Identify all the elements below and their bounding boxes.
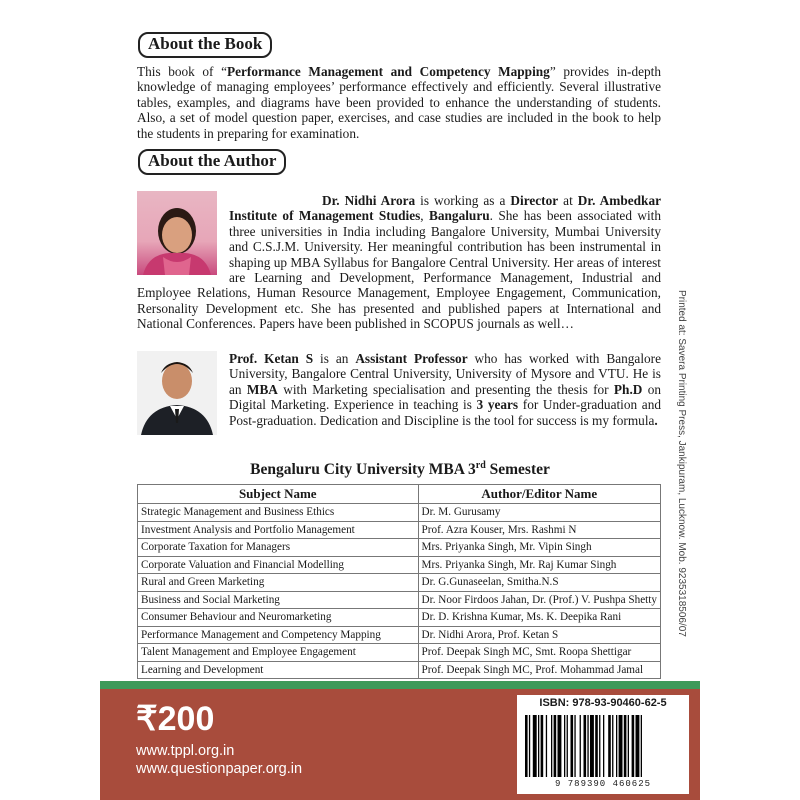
author1-bio: Dr. Nidhi Arora is working as a Director at Dr. Ambedkar Institute of Management Studies, Bangaluru. She has been associated with three universities in India including Bangalore University, Mumbai University and C.S.J.M. University. Her meaningful contribution has been instrumental in shaping up MBA Syllabus for Bangalore Central University. Her areas of interest are Learning and Development, Performance Management, Industrial and Employee Relations, Human Resource Management, Employee Engagement, Communication, Rersonality Development etc. She has presented and published papers at International and National Conferences. Papers have been published in SCOPUS journals as well… [137, 193, 662, 332]
table-row [138, 644, 661, 662]
author-cell: Prof. Deepak Singh MC, Smt. Roopa Shettigar [418, 644, 660, 662]
author-cell: Dr. Nidhi Arora, Prof. Ketan S [418, 626, 660, 644]
about-book-heading: About the Book [138, 32, 272, 58]
author-cell: Mrs. Priyanka Singh, Mr. Vipin Singh [418, 539, 660, 557]
column-header-author: Author/Editor Name [418, 485, 660, 504]
about-book-text: This book of “Performance Management and Competency Mapping” provides in-depth knowledge of managing employees’ performance effectively and efficiently. Several illustrative tables, examples, and diagrams have been provided to enhance the understanding of students. Also, a set of model question paper, exercises, and case studies are included in the book to help the students in preparing for examination. [137, 64, 662, 141]
subject-cell: Corporate Valuation and Financial Modelling [138, 556, 419, 574]
subject-cell: Business and Social Marketing [138, 591, 419, 609]
subject-cell: Investment Analysis and Portfolio Management [138, 521, 419, 539]
author-photo-ketan-s [137, 351, 217, 435]
book-title: Performance Management and Competency Mapping [226, 64, 550, 79]
author-cell: Dr. D. Krishna Kumar, Ms. K. Deepika Rani [418, 609, 660, 627]
author-cell: Prof. Deepak Singh MC, Prof. Mohammad Jamal [418, 661, 660, 679]
footer-panel [100, 689, 700, 800]
subject-cell: Talent Management and Employee Engagement [138, 644, 419, 662]
author2-bio: Prof. Ketan S is an Assistant Professor who has worked with Bangalore University, Bangalore Central University, University of Mysore and VTU. He is an MBA with Marketing specialisation and presenting the thesis for Ph.D on Digital Marketing. Experience in teaching is 3 years for Under-graduation and Post-graduation. Dedication and Discipline is the tool for success is my formula. [229, 351, 662, 428]
barcode-box [517, 695, 689, 794]
barcode-icon [525, 715, 681, 777]
table-row [138, 556, 661, 574]
author-cell: Dr. G.Gunaseelan, Smitha.N.S [418, 574, 660, 592]
table-title: Bengaluru City University MBA 3rd Semester [250, 460, 550, 479]
author-cell: Mrs. Priyanka Singh, Mr. Raj Kumar Singh [418, 556, 660, 574]
website-link-tppl[interactable]: www.tppl.org.in [136, 743, 235, 759]
table-row [138, 626, 661, 644]
website-link-questionpaper[interactable]: www.questionpaper.org.in [136, 761, 303, 777]
subjects-table [137, 484, 661, 679]
green-stripe [100, 681, 700, 689]
table-row [138, 591, 661, 609]
subject-cell: Performance Management and Competency Mapping [138, 626, 419, 644]
isbn-label: ISBN: 978-93-90460-62-5 [539, 697, 667, 709]
price: ₹200 [136, 700, 215, 738]
subject-cell: Learning and Development [138, 661, 419, 679]
table-row [138, 661, 661, 679]
table-row [138, 504, 661, 522]
subject-cell: Strategic Management and Business Ethics [138, 504, 419, 522]
printer-info: Printed at: Savera Printing Press, Jankipuram, Lucknow. Mob. 9235318506/07 [676, 290, 687, 637]
table-row [138, 539, 661, 557]
author1-name: Dr. Nidhi Arora [322, 193, 416, 208]
table-row [138, 574, 661, 592]
table-row [138, 609, 661, 627]
column-header-subject: Subject Name [138, 485, 419, 504]
about-author-heading: About the Author [138, 149, 286, 175]
barcode-digits: 9 789390 460625 [554, 779, 651, 789]
author-cell: Dr. M. Gurusamy [418, 504, 660, 522]
subject-cell: Corporate Taxation for Managers [138, 539, 419, 557]
table-row [138, 521, 661, 539]
author2-name: Prof. Ketan S [229, 351, 314, 366]
table-header-row [138, 485, 661, 504]
author-cell: Dr. Noor Firdoos Jahan, Dr. (Prof.) V. Pushpa Shetty [418, 591, 660, 609]
author-cell: Prof. Azra Kouser, Mrs. Rashmi N [418, 521, 660, 539]
subject-cell: Rural and Green Marketing [138, 574, 419, 592]
subject-cell: Consumer Behaviour and Neuromarketing [138, 609, 419, 627]
